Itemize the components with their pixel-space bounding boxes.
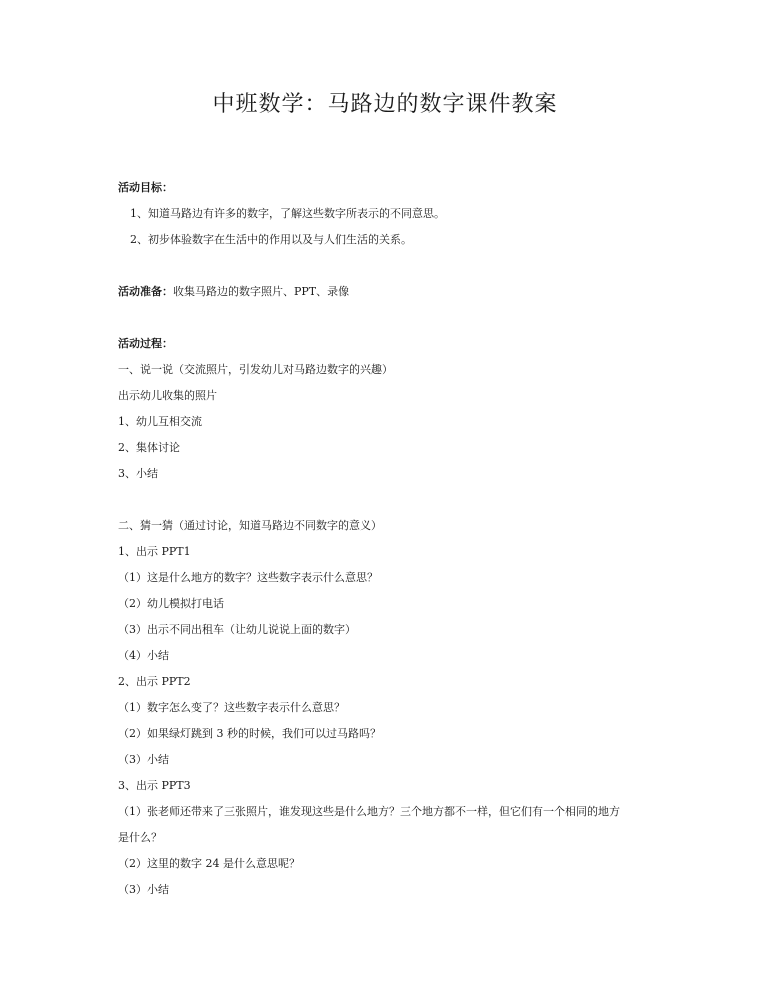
ppt3-item: 是什么？ [118, 831, 162, 844]
goal-item: 2、初步体验数字在生活中的作用以及与人们生活的关系。 [130, 233, 412, 246]
section1-item: 1、幼儿互相交流 [118, 415, 202, 428]
preparation-heading: 活动准备： [118, 285, 173, 298]
section1-intro: 出示幼儿收集的照片 [118, 389, 217, 402]
section1-item: 2、集体讨论 [118, 441, 180, 454]
section1-heading: 一、说一说（交流照片，引发幼儿对马路边数字的兴趣） [118, 363, 393, 376]
ppt1-item: （1）这是什么地方的数字？这些数字表示什么意思？ [118, 571, 378, 584]
section2-heading: 二、猜一猜（通过讨论，知道马路边不同数字的意义） [118, 519, 382, 532]
goals-heading: 活动目标： [118, 181, 173, 194]
ppt2-item: （2）如果绿灯跳到 3 秒的时候，我们可以过马路吗？ [118, 727, 381, 740]
ppt1-item: （2）幼儿模拟打电话 [118, 597, 224, 610]
preparation-line [118, 284, 349, 300]
preparation-text: 收集马路边的数字照片、PPT、录像 [173, 285, 350, 298]
ppt3-item: （2）这里的数字 24 是什么意思呢？ [118, 857, 300, 870]
ppt1-item: （3）出示不同出租车（让幼儿说说上面的数字） [118, 623, 356, 636]
ppt2-item: （1）数字怎么变了？这些数字表示什么意思？ [118, 701, 345, 714]
ppt2-label: 2、出示 PPT2 [118, 675, 191, 688]
ppt3-item: （3）小结 [118, 883, 169, 896]
ppt1-item: （4）小结 [118, 649, 169, 662]
ppt1-label: 1、出示 PPT1 [118, 545, 191, 558]
ppt2-item: （3）小结 [118, 753, 169, 766]
process-heading: 活动过程： [118, 337, 173, 350]
ppt3-item: （1）张老师还带来了三张照片，谁发现这些是什么地方？三个地方都不一样，但它们有一个相同的地方 [118, 805, 620, 818]
goal-item: 1、知道马路边有许多的数字，了解这些数字所表示的不同意思。 [130, 207, 445, 220]
section1-item: 3、小结 [118, 467, 158, 480]
page-title: 中班数学：马路边的数字课件教案 [212, 92, 558, 117]
ppt3-label: 3、出示 PPT3 [118, 779, 191, 792]
